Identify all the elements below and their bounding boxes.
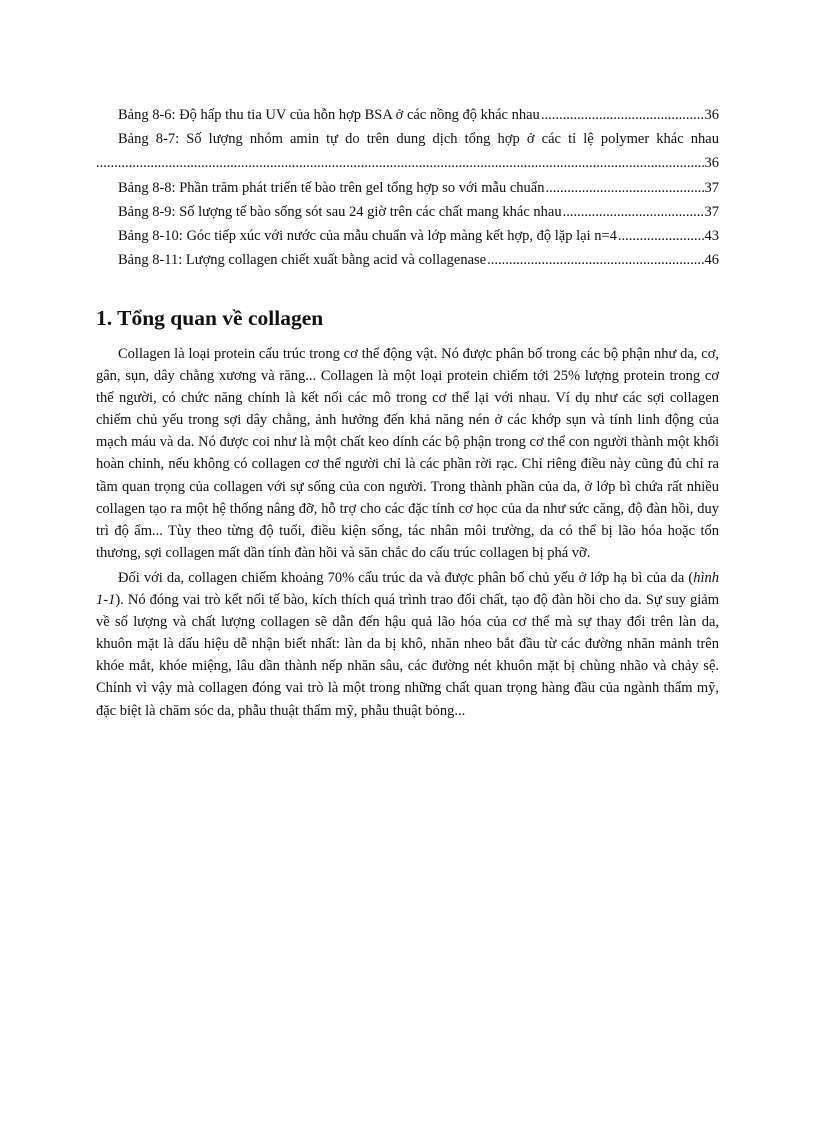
toc-entry-page: 46 bbox=[704, 252, 719, 269]
paragraph: Collagen là loại protein cấu trúc trong cơ thể động vật. Nó được phân bố trong các bộ phận như da, cơ, gân, sụn, dây chằng xương và răng... Collagen là một loại protein chiếm tới 25% lượng protein trong cơ thể người, có chức năng chính là kết nối các mô trong cơ thể lại với nhau. Ví dụ như các sợi collagen chiếm chủ yếu trong sợi dây chằng, ảnh hưởng đến khả năng nén ở các khớp sụn và tính linh động của mạch máu và da. Nó được coi như là một chất keo dính các bộ phận trong cơ thể con người thành một khối hoàn chỉnh, nếu không có collagen cơ thể người chỉ là các phần rời rạc. Chỉ riêng điều này cũng đủ chỉ ra tầm quan trọng của collagen với sự sống của con người. Trong thành phần của da, ở lớp bì chứa rất nhiều collagen tạo ra một hệ thống nâng đỡ, hỗ trợ cho các đặc tính cơ học của da như sức căng, độ đàn hồi, duy trì độ ẩm... Tùy theo từng độ tuổi, điều kiện sống, tác nhân môi trường, da có thể bị lão hóa hoặc tổn thương, sợi collagen mất dần tính đàn hồi và săn chắc do cấu trúc collagen bị phá vỡ. bbox=[96, 346, 719, 561]
toc-leader-dots bbox=[563, 200, 704, 224]
toc-entry-page: 36 bbox=[704, 107, 719, 123]
toc-entry-label: Bảng 8-9: Số lượng tế bào sống sót sau 24 giờ trên các chất mang khác nhau bbox=[118, 203, 562, 220]
paragraph-text: ). Nó đóng vai trò kết nối tế bào, kích thích quá trình trao đổi chất, tạo độ đàn hồi cho da. Sự suy giảm về số lượng và chất lượng collagen sẽ dẫn đến hậu quả lão hóa của cơ thể mà sự thay đổi trên làn da, khuôn mặt là dấu hiệu dễ nhận biết nhất: làn da bị khô, nhăn nheo bắt đầu từ các đường nhăn mảnh trên khóe mắt, khóe miệng, lâu dần thành nếp nhăn sâu, các đường nét khuôn mặt bị chùng nhão và chảy sệ. Chính vì vậy mà collagen đóng vai trò là một trong những chất quan trọng hàng đầu của ngành thẩm mỹ, đặc biệt là chăm sóc da, phẫu thuật thẩm mỹ, phẫu thuật bỏng... bbox=[96, 592, 719, 719]
toc-leader-dots bbox=[96, 151, 705, 175]
toc-leader-dots bbox=[487, 248, 703, 272]
toc-leader-dots bbox=[618, 224, 704, 248]
toc-entry-page: 36 bbox=[704, 155, 719, 172]
toc-entry-label: Bảng 8-10: Góc tiếp xúc với nước của mẫu chuẩn và lớp màng kết hợp, độ lặp lại n=4 bbox=[118, 228, 617, 245]
toc-entry-page: 37 bbox=[704, 179, 719, 196]
toc-entry[interactable] bbox=[96, 248, 719, 272]
toc-entry-page: 37 bbox=[704, 203, 719, 220]
toc-entry-label: Bảng 8-6: Độ hấp thu tia UV của hỗn hợp BSA ở các nồng độ khác nhau bbox=[118, 107, 540, 123]
toc-leader-dots bbox=[545, 176, 703, 200]
toc-entry-label: Bảng 8-7: Số lượng nhóm amin tự do trên dung dịch tổng hợp ở các tỉ lệ polymer khác nhau bbox=[118, 131, 719, 148]
toc-entry-label: Bảng 8-11: Lượng collagen chiết xuất bằng acid và collagenase bbox=[118, 252, 487, 269]
figure-reference[interactable]: hình 1-1 bbox=[96, 569, 719, 609]
toc-entry[interactable] bbox=[96, 200, 719, 224]
toc-entry[interactable] bbox=[96, 127, 719, 175]
section-heading: 1. Tổng quan về collagen bbox=[96, 306, 324, 330]
toc-entry[interactable] bbox=[96, 103, 719, 127]
toc-entry[interactable] bbox=[96, 224, 719, 248]
toc-entry-label: Bảng 8-8: Phần trăm phát triển tế bào trên gel tổng hợp so với mẫu chuẩn bbox=[118, 179, 545, 196]
toc-entry[interactable] bbox=[96, 176, 719, 200]
paragraph-text: Đối với da, collagen chiếm khoảng 70% cấu trúc da và được phân bố chủ yếu ở lớp hạ bì của da ( bbox=[118, 569, 694, 586]
paragraph bbox=[96, 567, 719, 722]
toc-leader-dots bbox=[541, 103, 704, 127]
section-body bbox=[96, 343, 719, 722]
table-of-contents bbox=[96, 103, 719, 272]
toc-entry-page: 43 bbox=[704, 228, 719, 245]
